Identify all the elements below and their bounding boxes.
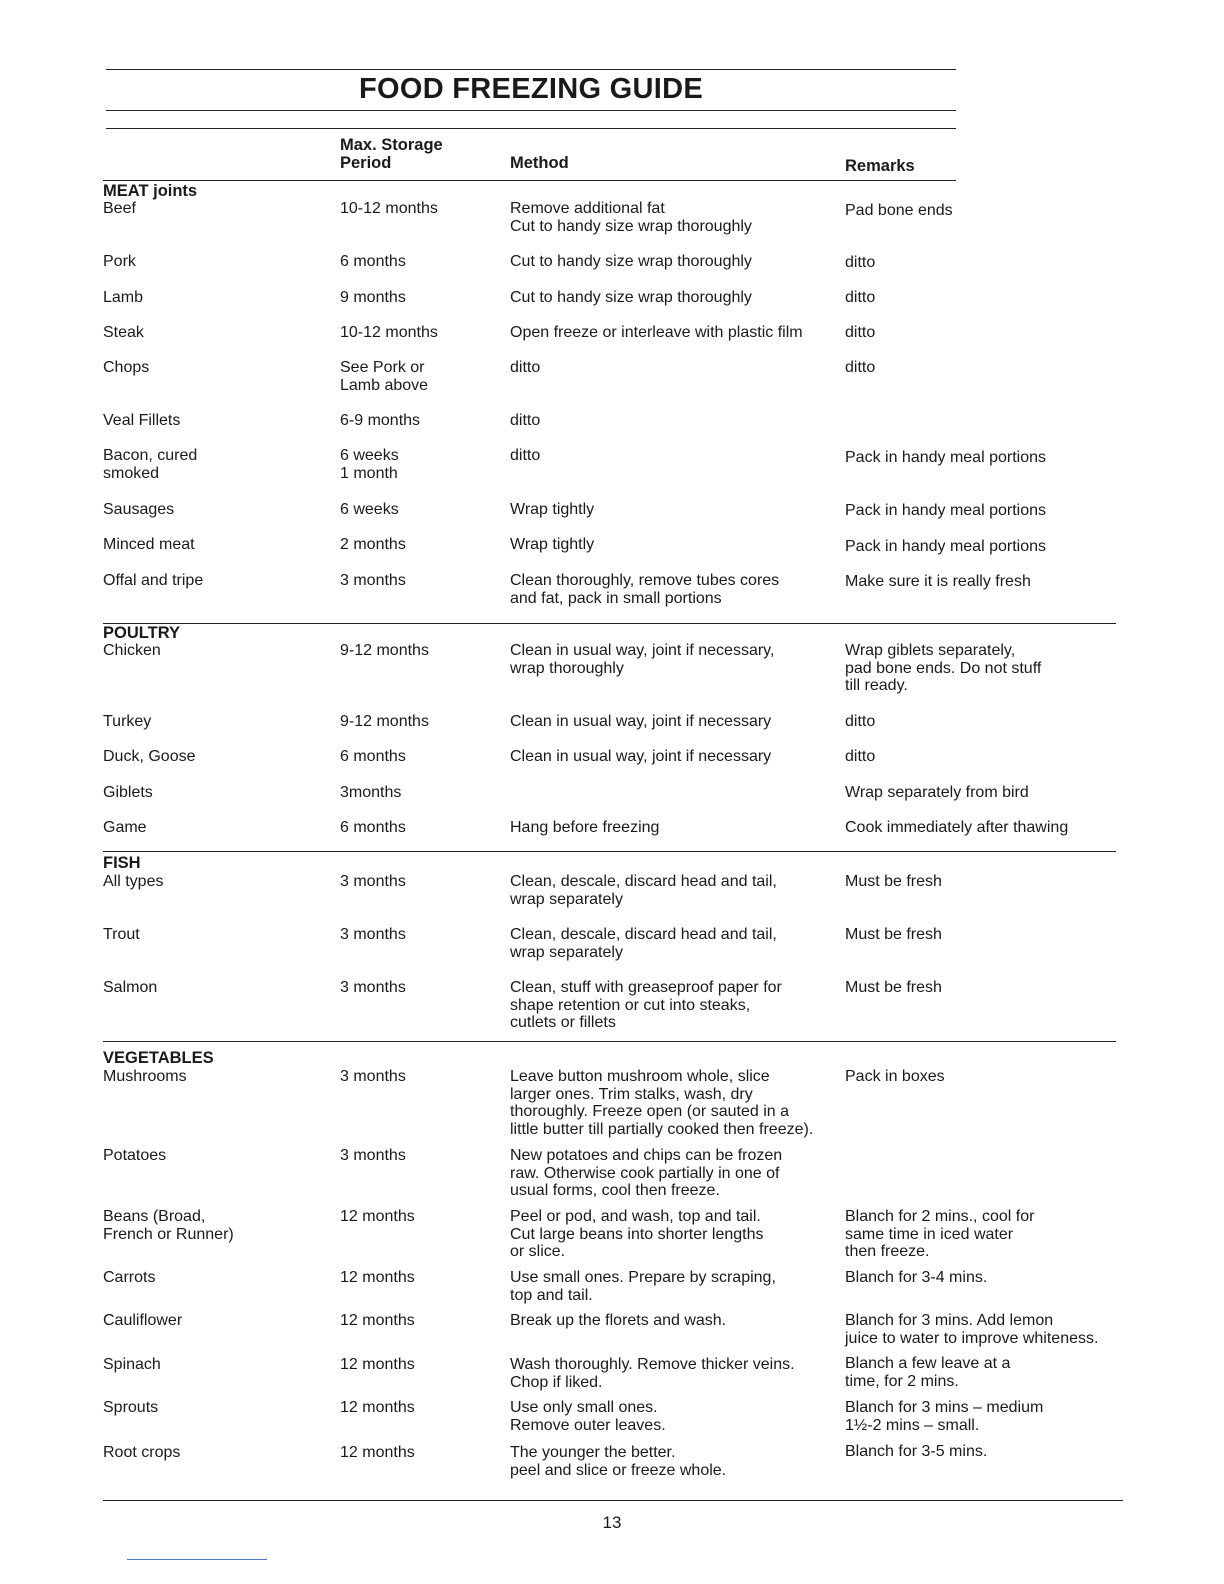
meat-method: Open freeze or interleave with plastic film	[510, 324, 803, 341]
fish-item: Salmon	[103, 979, 158, 996]
poultry-item: Chicken	[103, 642, 161, 659]
fish-remarks: Must be fresh	[845, 979, 942, 996]
vegetables-remarks: Blanch for 2 mins., cool for same time in iced water then freeze.	[845, 1208, 1035, 1261]
meat-method: Cut to handy size wrap thoroughly	[510, 253, 752, 270]
meat-item: Beef	[103, 200, 136, 217]
vegetables-method: New potatoes and chips can be frozen raw. Otherwise cook partially in one of usual forms, cool then freeze.	[510, 1147, 783, 1200]
fish-item: Trout	[103, 926, 140, 943]
meat-period: 6 weeks 1 month	[340, 447, 399, 482]
vegetables-method: Leave button mushroom whole, slice larger ones. Trim stalks, wash, dry thoroughly. Freeze open (or sauted in a little butter till partially cooked then freeze).	[510, 1068, 814, 1139]
fish-period: 3 months	[340, 873, 406, 890]
vegetables-period: 12 months	[340, 1208, 415, 1225]
meat-period: 10-12 months	[340, 200, 438, 217]
vegetables-period: 3 months	[340, 1068, 406, 1085]
vegetables-remarks: Blanch for 3-4 mins.	[845, 1269, 988, 1286]
meat-period: See Pork or Lamb above	[340, 359, 429, 394]
vegetables-item: Spinach	[103, 1356, 161, 1373]
category-poultry: POULTRY	[103, 624, 180, 642]
meat-item: Chops	[103, 359, 150, 376]
header-rule-top	[106, 128, 956, 129]
meat-method: ditto	[510, 412, 541, 429]
meat-period: 2 months	[340, 536, 406, 553]
fish-method: Clean, descale, discard head and tail, wrap separately	[510, 926, 777, 961]
poultry-period: 6 months	[340, 748, 406, 765]
header-remarks: Remarks	[845, 157, 915, 175]
vegetables-method: Use only small ones. Remove outer leaves.	[510, 1399, 666, 1434]
fish-method: Clean, descale, discard head and tail, wrap separately	[510, 873, 777, 908]
fish-period: 3 months	[340, 979, 406, 996]
fish-item: All types	[103, 873, 164, 890]
section-rule-vegetables	[103, 1041, 1116, 1042]
meat-method: ditto	[510, 359, 541, 376]
meat-method: Wrap tightly	[510, 536, 595, 553]
meat-method: Remove additional fat Cut to handy size wrap thoroughly	[510, 200, 752, 235]
footer-rule	[103, 1500, 1123, 1501]
meat-item: Sausages	[103, 501, 175, 518]
meat-remarks: Pack in handy meal portions	[845, 449, 1046, 466]
vegetables-method: Use small ones. Prepare by scraping, top and tail.	[510, 1269, 776, 1304]
meat-period: 9 months	[340, 289, 406, 306]
meat-period: 10-12 months	[340, 324, 438, 341]
vegetables-method: Peel or pod, and wash, top and tail. Cut large beans into shorter lengths or slice.	[510, 1208, 764, 1261]
vegetables-item: Sprouts	[103, 1399, 159, 1416]
poultry-period: 3months	[340, 784, 402, 801]
meat-remarks: Make sure it is really fresh	[845, 573, 1031, 590]
poultry-item: Game	[103, 819, 147, 836]
poultry-period: 9-12 months	[340, 713, 429, 730]
vegetables-period: 12 months	[340, 1356, 415, 1373]
meat-method: ditto	[510, 447, 541, 464]
vegetables-period: 12 months	[340, 1444, 415, 1461]
meat-period: 6 months	[340, 253, 406, 270]
meat-remarks: ditto	[845, 289, 876, 306]
poultry-method: Clean in usual way, joint if necessary	[510, 713, 772, 730]
meat-remarks: Pad bone ends	[845, 202, 953, 219]
fish-method: Clean, stuff with greaseproof paper for shape retention or cut into steaks, cutlets or fillets	[510, 979, 782, 1032]
title-rule-top	[106, 69, 956, 70]
poultry-remarks: ditto	[845, 748, 876, 765]
meat-period: 3 months	[340, 572, 406, 589]
poultry-remarks: Cook immediately after thawing	[845, 819, 1069, 836]
poultry-method: Hang before freezing	[510, 819, 660, 836]
fish-remarks: Must be fresh	[845, 926, 942, 943]
vegetables-remarks: Blanch a few leave at a time, for 2 mins.	[845, 1355, 1011, 1390]
vegetables-remarks: Blanch for 3 mins. Add lemon juice to water to improve whiteness.	[845, 1312, 1099, 1347]
poultry-remarks: Wrap giblets separately, pad bone ends. Do not stuff till ready.	[845, 642, 1042, 695]
fish-remarks: Must be fresh	[845, 873, 942, 890]
category-fish: FISH	[103, 854, 141, 872]
vegetables-item: Carrots	[103, 1269, 156, 1286]
vegetables-period: 12 months	[340, 1312, 415, 1329]
meat-method: Wrap tightly	[510, 501, 595, 518]
poultry-remarks: Wrap separately from bird	[845, 784, 1029, 801]
vegetables-remarks: Pack in boxes	[845, 1068, 945, 1085]
poultry-method: Clean in usual way, joint if necessary, wrap thoroughly	[510, 642, 775, 677]
poultry-method: Clean in usual way, joint if necessary	[510, 748, 772, 765]
poultry-item: Duck, Goose	[103, 748, 196, 765]
section-rule-fish	[103, 851, 1116, 852]
vegetables-item: Cauliflower	[103, 1312, 183, 1329]
title-rule-bottom	[106, 110, 956, 111]
vegetables-item: Beans (Broad, French or Runner)	[103, 1208, 234, 1243]
fish-period: 3 months	[340, 926, 406, 943]
meat-item: Veal Fillets	[103, 412, 181, 429]
vegetables-period: 12 months	[340, 1269, 415, 1286]
poultry-item: Turkey	[103, 713, 152, 730]
vegetables-method: Wash thoroughly. Remove thicker veins. Chop if liked.	[510, 1356, 795, 1391]
meat-remarks: Pack in handy meal portions	[845, 538, 1046, 555]
meat-remarks: ditto	[845, 254, 876, 271]
meat-item: Bacon, cured smoked	[103, 447, 198, 482]
meat-item: Pork	[103, 253, 136, 270]
meat-remarks: ditto	[845, 324, 876, 341]
vegetables-item: Root crops	[103, 1444, 181, 1461]
page-number: 13	[602, 1513, 622, 1532]
poultry-period: 6 months	[340, 819, 406, 836]
category-meat: MEAT joints	[103, 182, 198, 200]
meat-period: 6-9 months	[340, 412, 421, 429]
vegetables-item: Potatoes	[103, 1147, 167, 1164]
vegetables-item: Mushrooms	[103, 1068, 187, 1085]
category-vegetables: VEGETABLES	[103, 1049, 214, 1067]
header-method: Method	[510, 154, 569, 172]
meat-item: Offal and tripe	[103, 572, 204, 589]
poultry-item: Giblets	[103, 784, 153, 801]
vegetables-method: Break up the florets and wash.	[510, 1312, 727, 1329]
poultry-remarks: ditto	[845, 713, 876, 730]
poultry-period: 9-12 months	[340, 642, 429, 659]
meat-remarks: ditto	[845, 359, 876, 376]
meat-item: Steak	[103, 324, 144, 341]
meat-method: Clean thoroughly, remove tubes cores and fat, pack in small portions	[510, 572, 780, 607]
vegetables-period: 12 months	[340, 1399, 415, 1416]
vegetables-method: The younger the better. peel and slice or freeze whole.	[510, 1444, 727, 1479]
meat-item: Minced meat	[103, 536, 195, 553]
meat-remarks: Pack in handy meal portions	[845, 502, 1046, 519]
page-title: FOOD FREEZING GUIDE	[358, 73, 704, 105]
meat-period: 6 weeks	[340, 501, 399, 518]
page-edge-mark	[127, 1559, 267, 1560]
header-rule-bottom	[103, 180, 956, 181]
vegetables-remarks: Blanch for 3 mins – medium 1½-2 mins – small.	[845, 1399, 1044, 1434]
header-storage-period: Max. Storage Period	[340, 136, 443, 172]
meat-item: Lamb	[103, 289, 144, 306]
vegetables-period: 3 months	[340, 1147, 406, 1164]
vegetables-remarks: Blanch for 3-5 mins.	[845, 1443, 988, 1460]
meat-method: Cut to handy size wrap thoroughly	[510, 289, 752, 306]
